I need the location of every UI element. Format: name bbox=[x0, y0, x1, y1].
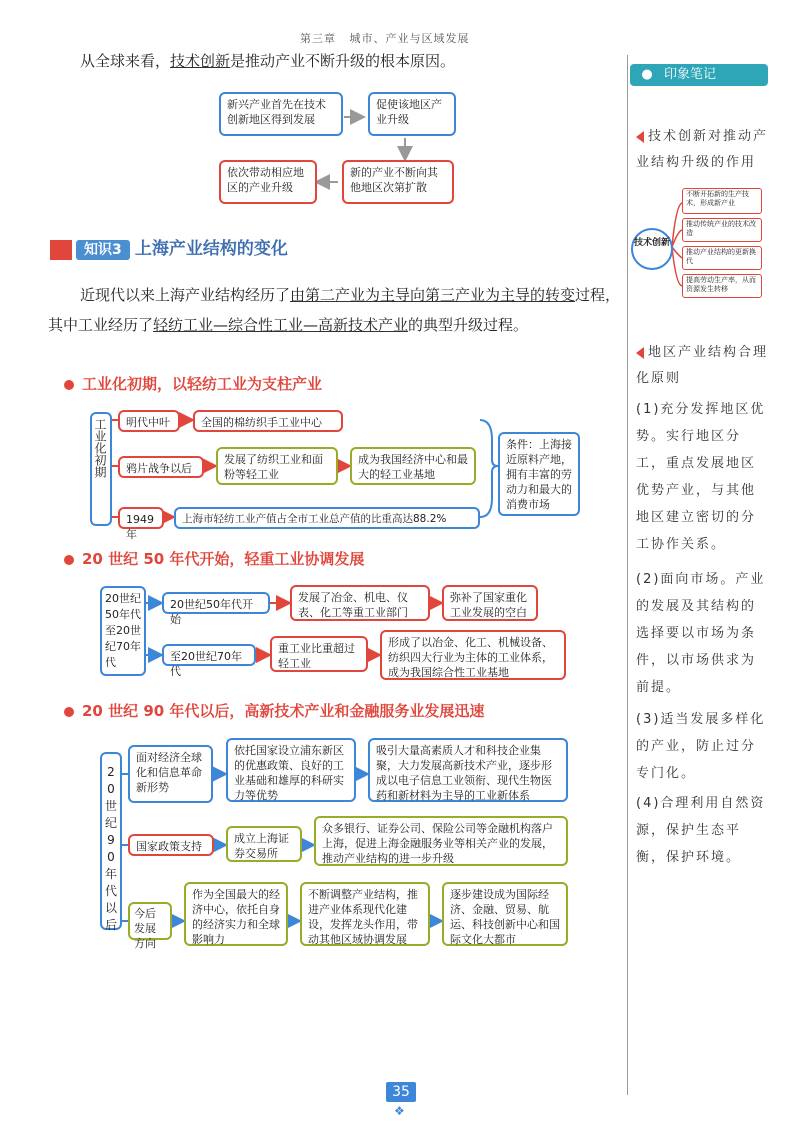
book-icon bbox=[50, 240, 72, 260]
intro-prefix: 从全球来看， bbox=[80, 52, 171, 70]
section-1-title: 工业化初期，以轻纺工业为支柱产业 bbox=[64, 373, 322, 394]
chapter-title: 城市、产业与区域发展 bbox=[349, 32, 470, 45]
mindmap-item-3: 推动产业结构的更新换代 bbox=[682, 246, 762, 270]
chapter-label: 第三章 bbox=[300, 32, 336, 45]
s3-a3: 吸引大量高素质人才和科技企业集聚，大力发展高新技术产业，逐步形成以电子信息工业领衔、现代生物医药和新材料为主导的工业新体系 bbox=[368, 738, 568, 802]
note1-title: 技术创新对推动产业结构升级的作用 bbox=[636, 129, 769, 170]
cycle-box-3: 新的产业不断向其他地区次第扩散 bbox=[342, 160, 454, 204]
intro-suffix: 是推动产业不断升级的根本原因。 bbox=[230, 52, 456, 70]
s1-c2: 上海市轻纺工业产值占全市工业总产值的比重高达88.2% bbox=[174, 507, 480, 529]
s3-root: 20世纪90年代以后 bbox=[100, 752, 122, 930]
s2-b1: 至20世纪70年代 bbox=[162, 644, 256, 666]
s3-b3: 众多银行、证券公司、保险公司等金融机构落户上海，促进上海金融服务业等相关产业的发展，推动产业结构的进一步升级 bbox=[314, 816, 568, 866]
triangle-icon bbox=[636, 131, 644, 143]
triangle-icon bbox=[636, 347, 644, 359]
note2-title: 地区产业结构合理化原则 bbox=[636, 345, 769, 386]
page-number: 35 bbox=[386, 1082, 416, 1102]
s1-condition: 条件：上海接近原料产地，拥有丰富的劳动力和最大的消费市场 bbox=[498, 432, 580, 516]
s2-root: 20世纪50年代至20世纪70年代 bbox=[100, 586, 146, 676]
s3-c4: 逐步建设成为国际经济、金融、贸易、航运、科技创新中心和国际文化大都市 bbox=[442, 882, 568, 946]
section-3-title: 20 世纪 90 年代以后，高新技术产业和金融服务业发展迅速 bbox=[64, 700, 484, 721]
s3-c2: 作为全国最大的经济中心，依托自身的经济实力和全球影响力 bbox=[184, 882, 288, 946]
s1-b3: 成为我国经济中心和最大的轻工业基地 bbox=[350, 447, 476, 485]
principle-2: (2)面向市场。产业的发展及其结构的选择要以市场为条件，以市场供求为前提。 bbox=[636, 572, 766, 695]
knowledge-title: 上海产业结构的变化 bbox=[134, 239, 288, 259]
sidebar-badge: ● 印象笔记 bbox=[630, 64, 768, 86]
s1-b2: 发展了纺织工业和面粉等轻工业 bbox=[216, 447, 338, 485]
knowledge-heading bbox=[50, 234, 288, 260]
principle-4: (4)合理利用自然资源，保护生态平衡，保护环境。 bbox=[636, 796, 766, 865]
principle-3: (3)适当发展多样化的产业，防止过分专门化。 bbox=[636, 712, 766, 781]
s2-a1: 20世纪50年代开始 bbox=[162, 592, 270, 614]
elephant-icon: ● bbox=[641, 67, 653, 82]
body-paragraph: 近现代以来上海产业结构经历了由第二产业为主导向第三产业为主导的转变过程，其中工业经历了轻纺工业—综合性工业—高新技术产业的典型升级过程。 bbox=[48, 286, 621, 334]
s1-b1: 鸦片战争以后 bbox=[118, 456, 204, 478]
knowledge-tag: 知识3 bbox=[76, 240, 130, 260]
mindmap-item-4: 提高劳动生产率，从而资源发生转移 bbox=[682, 274, 762, 298]
s2-b3: 形成了以冶金、化工、机械设备、纺织四大行业为主体的工业体系，成为我国综合性工业基地 bbox=[380, 630, 566, 680]
s1-a1: 明代中叶 bbox=[118, 410, 180, 432]
bullet-icon bbox=[64, 380, 74, 390]
s3-c1: 今后发展方向 bbox=[128, 902, 172, 940]
mindmap-item-1: 不断开拓新的生产技术，形成新产业 bbox=[682, 188, 762, 214]
bird-icon: ❖ bbox=[394, 1104, 405, 1118]
s3-c3: 不断调整产业结构，推进产业体系现代化建设，发挥龙头作用，带动其他区域协调发展 bbox=[300, 882, 430, 946]
s1-root: 工业化初期 bbox=[90, 412, 112, 526]
section-2-title: 20 世纪 50 年代开始，轻重工业协调发展 bbox=[64, 548, 364, 569]
cycle-box-4: 依次带动相应地区的产业升级 bbox=[219, 160, 317, 204]
intro-keyword: 技术创新 bbox=[170, 52, 231, 70]
principle-1: (1)充分发挥地区优势。实行地区分工，重点发展地区优势产业，与其他地区建立密切的分工协作关系。 bbox=[636, 402, 766, 552]
s2-a3: 弥补了国家重化工业发展的空白 bbox=[442, 585, 538, 621]
s2-b2: 重工业比重超过轻工业 bbox=[270, 636, 368, 672]
bullet-icon bbox=[64, 555, 74, 565]
s1-c1: 1949年 bbox=[118, 507, 164, 529]
cycle-box-2: 促使该地区产业升级 bbox=[368, 92, 456, 136]
bullet-icon bbox=[64, 707, 74, 717]
mindmap-item-2: 推动传统产业的技术改造 bbox=[682, 218, 762, 242]
s3-a2: 依托国家设立浦东新区的优惠政策、良好的工业基础和雄厚的科研实力等优势 bbox=[226, 738, 356, 802]
s3-b2: 成立上海证券交易所 bbox=[226, 826, 302, 862]
s3-a1: 面对经济全球化和信息革命新形势 bbox=[128, 745, 213, 803]
mindmap-center: 技术创新 bbox=[631, 228, 673, 270]
cycle-box-1: 新兴产业首先在技术创新地区得到发展 bbox=[219, 92, 343, 136]
s1-a2: 全国的棉纺织手工业中心 bbox=[193, 410, 343, 432]
s2-a2: 发展了冶金、机电、仪表、化工等重工业部门 bbox=[290, 585, 430, 621]
s3-b1: 国家政策支持 bbox=[128, 834, 214, 856]
